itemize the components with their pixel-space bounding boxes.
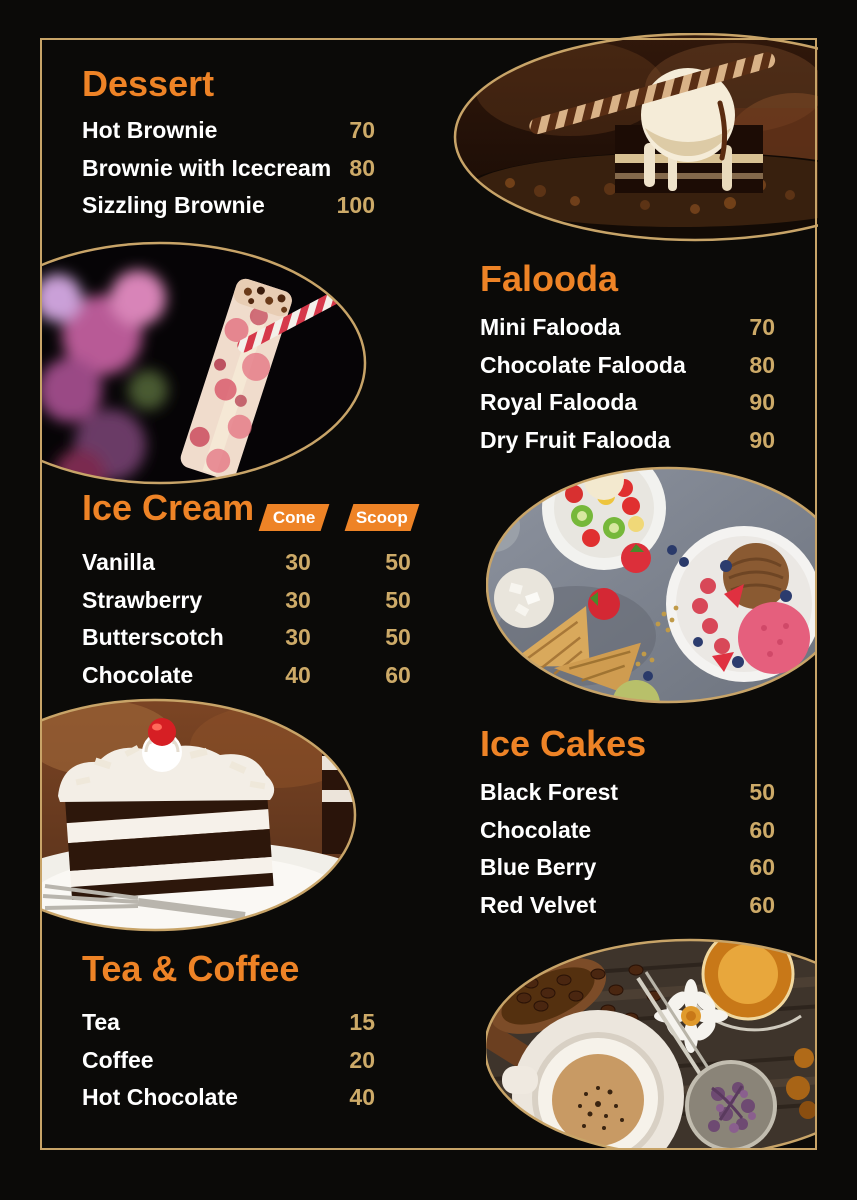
section-title-falooda: Falooda (480, 258, 619, 299)
scoop-price: 50 (385, 549, 411, 576)
item-name: Chocolate Falooda (480, 351, 686, 378)
black-forest-cake-photo (40, 698, 360, 934)
item-name: Brownie with Icecream (82, 154, 332, 181)
scoop-price: 60 (385, 661, 411, 688)
item-name: Chocolate (82, 661, 194, 688)
scoop-column-label: Scoop (356, 507, 408, 527)
falooda-items (480, 309, 775, 459)
menu-item-row (82, 619, 433, 657)
menu-item-row (480, 347, 775, 385)
item-name: Dry Fruit Falooda (480, 426, 671, 453)
falooda-glass-photo (40, 240, 370, 486)
item-price: 60 (749, 854, 775, 881)
item-price: 70 (349, 117, 375, 144)
item-price: 80 (749, 351, 775, 378)
item-price: 60 (749, 816, 775, 843)
menu-item-row (82, 1004, 375, 1042)
tea-coffee-photo (486, 938, 817, 1149)
item-name: Vanilla (82, 549, 155, 576)
section-title-ice-cakes: Ice Cakes (480, 723, 647, 764)
sizzling-brownie-photo (430, 33, 818, 243)
item-price: 15 (349, 1009, 375, 1036)
menu-item-row (82, 150, 375, 188)
menu-item-row (480, 812, 775, 850)
item-price: 60 (749, 891, 775, 918)
item-name: Strawberry (82, 586, 203, 613)
item-name: Tea (82, 1009, 120, 1036)
item-name: Black Forest (480, 779, 619, 806)
cone-price: 30 (285, 586, 311, 613)
menu-item-row (480, 384, 775, 422)
menu-item-row (480, 887, 775, 925)
section-title-tea-coffee: Tea & Coffee (82, 948, 300, 989)
scoop-price: 50 (385, 624, 411, 651)
item-name: Hot Chocolate (82, 1084, 238, 1111)
section-title-ice-cream: Ice Cream (82, 487, 255, 528)
item-name: Mini Falooda (480, 314, 621, 341)
menu-item-row (82, 657, 433, 695)
menu-item-row (82, 112, 375, 150)
scoop-price: 50 (385, 586, 411, 613)
menu-item-row (82, 1042, 375, 1080)
menu-item-row (82, 1079, 375, 1117)
item-price: 90 (749, 426, 775, 453)
menu-item-row (480, 849, 775, 887)
scoop-column-badge (345, 504, 420, 531)
item-price: 20 (349, 1046, 375, 1073)
item-name: Royal Falooda (480, 389, 638, 416)
ice-cakes-items (480, 774, 775, 924)
item-price: 100 (336, 192, 375, 219)
item-name: Hot Brownie (82, 117, 218, 144)
fruit-ice-cream-photo (486, 466, 817, 706)
cone-price: 30 (285, 549, 311, 576)
item-price: 80 (349, 154, 375, 181)
cone-column-badge (259, 504, 330, 531)
menu-item-row (480, 422, 775, 460)
ice-cream-items (82, 544, 433, 694)
item-price: 90 (749, 389, 775, 416)
item-name: Red Velvet (480, 891, 597, 918)
menu-item-row (480, 309, 775, 347)
section-title-dessert: Dessert (82, 63, 215, 104)
item-name: Coffee (82, 1046, 154, 1073)
menu-item-row (480, 774, 775, 812)
dessert-items (82, 112, 375, 225)
item-price: 70 (749, 314, 775, 341)
item-name: Blue Berry (480, 854, 597, 881)
item-price: 50 (749, 779, 775, 806)
item-name: Sizzling Brownie (82, 192, 265, 219)
item-name: Butterscotch (82, 624, 224, 651)
tea-coffee-items (82, 1004, 375, 1117)
menu-item-row (82, 544, 433, 582)
cone-price: 40 (285, 661, 311, 688)
cone-price: 30 (285, 624, 311, 651)
cone-column-label: Cone (272, 507, 316, 527)
menu-item-row (82, 187, 375, 225)
menu-item-row (82, 582, 433, 620)
item-name: Chocolate (480, 816, 592, 843)
item-price: 40 (349, 1084, 375, 1111)
